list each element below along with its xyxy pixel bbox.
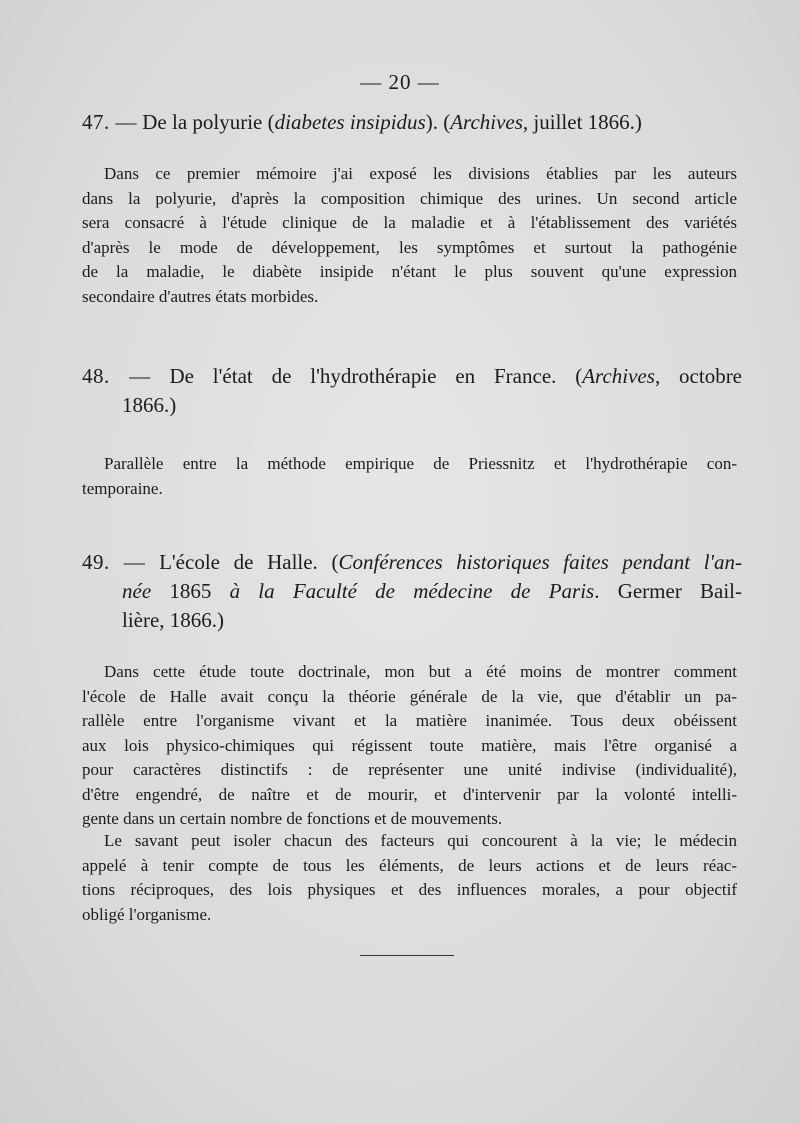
body-line: secondaire d'autres états morbides. xyxy=(82,286,319,306)
entry-48-title-line2: 1866.) xyxy=(122,393,177,417)
body-line: sera consacré à l'étude clinique de la maladie et à l'établissement des variétés xyxy=(82,213,737,232)
body-line: d'après le mode de développement, les symptômes et surtout la pathogénie xyxy=(82,237,737,257)
entry-48-title xyxy=(82,362,742,420)
entry-48-number: 48. — xyxy=(82,364,151,388)
body-line: obligé l'organisme. xyxy=(82,904,212,924)
entry-49-paragraph-2 xyxy=(82,829,737,927)
body-line: d'être engendré, de naître et de mourir, et d'intervenir par la volonté intelli- xyxy=(82,784,737,804)
body-line: gente dans un certain nombre de fonctions et de mouvements. xyxy=(82,809,503,828)
entry-48-body xyxy=(82,452,737,501)
entry-49-title xyxy=(82,548,742,635)
entry-49-title-line3: lière, 1866.) xyxy=(122,608,225,632)
entry-48-title-text: De l'état de l'hydrothérapie en France. (Archives, octobre xyxy=(169,364,743,388)
section-end-rule xyxy=(360,955,454,956)
body-line: appelé à tenir compte de tous les éléments, de leurs actions et de leurs réac- xyxy=(82,855,737,875)
body-line: rallèle entre l'organisme vivant et la matière inanimée. Tous deux obéissent xyxy=(82,711,737,730)
body-line: Dans ce premier mémoire j'ai exposé les divisions établies par les auteurs xyxy=(104,164,737,183)
entry-49-number: 49. — xyxy=(82,550,146,574)
entry-47-title-text: De la polyurie (diabetes insipidus). (Archives, juillet 1866.) xyxy=(142,110,642,134)
body-line: pour caractères distinctifs : de représenter une unité indivise (individualité), xyxy=(82,760,737,779)
body-line: Parallèle entre la méthode empirique de Priessnitz et l'hydrothérapie con- xyxy=(104,454,737,473)
body-line: de la maladie, le diabète insipide n'étant le plus souvent qu'une expression xyxy=(82,262,737,281)
entry-47-number: 47. — xyxy=(82,110,137,134)
entry-47-title xyxy=(82,108,742,137)
entry-49-paragraph-1 xyxy=(82,660,737,832)
body-line: Dans cette étude toute doctrinale, mon but a été moins de montrer comment xyxy=(104,662,737,681)
body-line: tions réciproques, des lois physiques et des influences morales, a pour objectif xyxy=(82,880,737,899)
body-line: l'école de Halle avait conçu la théorie générale de la vie, que d'établir un pa- xyxy=(82,686,737,706)
page-number: — 20 — xyxy=(360,70,440,94)
body-line: Le savant peut isoler chacun des facteurs qui concourent à la vie; le médecin xyxy=(104,831,737,850)
entry-49-title-line1: L'école de Halle. (Conférences historiques faites pendant l'an- xyxy=(159,550,743,574)
entry-49-title-line2: née 1865 à la Faculté de médecine de Paris. Germer Bail- xyxy=(122,579,743,603)
entry-47-body xyxy=(82,162,737,309)
body-line: dans la polyurie, d'après la composition chimique des urines. Un second article xyxy=(82,188,737,208)
body-line: temporaine. xyxy=(82,478,163,498)
body-line: aux lois physico-chimiques qui régissent toute matière, mais l'être organisé a xyxy=(82,735,737,755)
